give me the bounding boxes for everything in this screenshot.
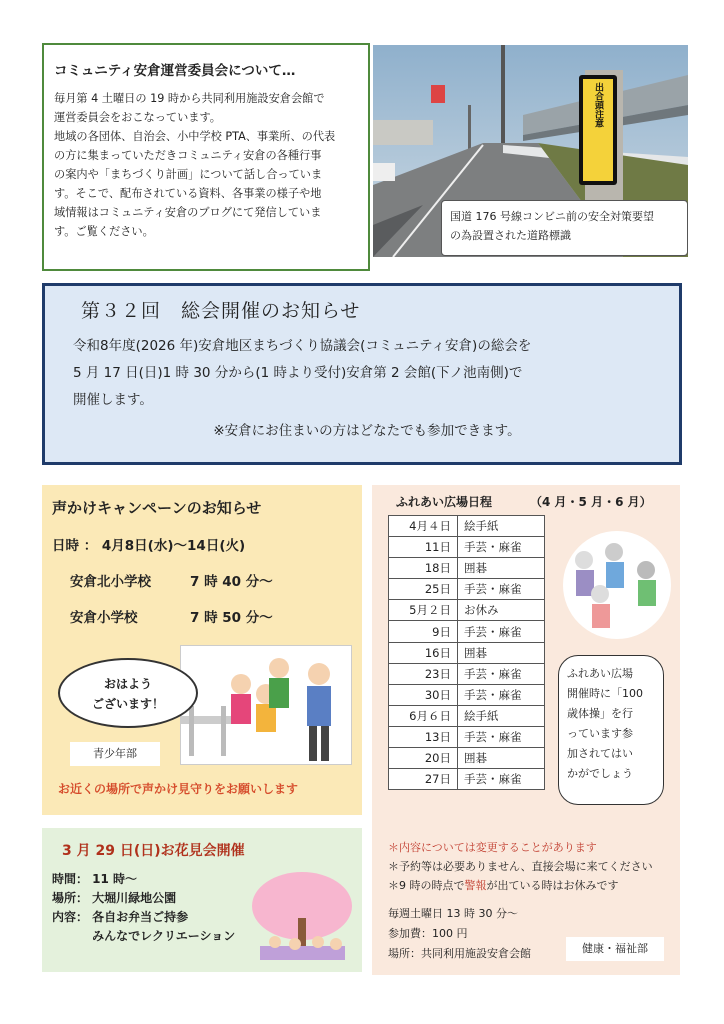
school-time: 7 時 40 分～ (190, 574, 273, 590)
community-title: コミュニティ安倉運営委員会について… (54, 63, 296, 79)
schedule-row (389, 726, 545, 747)
schedule-table (388, 515, 545, 790)
notice-line: 令和8年度(2026 年)安倉地区まちづくり協議会(コミュニティ安倉)の総会を (73, 338, 532, 354)
schedule-activity: 手芸・麻雀 (458, 579, 545, 600)
schedule-row (389, 705, 545, 726)
schedule-row (389, 769, 545, 790)
schedule-row (389, 748, 545, 769)
notice-line: 開催します。 (73, 392, 153, 408)
schedule-activity: 囲碁 (458, 642, 545, 663)
school-row (52, 570, 352, 590)
community-line: の案内や「まちづくり計画」について話し合っていま (54, 168, 323, 181)
school-row (52, 606, 352, 626)
note-line: ＊内容については変更することがあります (388, 841, 597, 854)
bubble-line: かがでしょう (567, 767, 633, 780)
schedule-date: 30日 (389, 684, 458, 705)
exercise-speech-bubble (558, 655, 664, 805)
fureai-title: ふれあい広場日程 (396, 495, 493, 509)
note-line (388, 876, 653, 895)
hanami-title: 3 月 29 日(日)お花見会開催 (62, 843, 245, 859)
schedule-date: 18日 (389, 558, 458, 579)
info-line: 毎週土曜日 13 時 30 分～ (388, 907, 518, 920)
notice-title: 第３２回 総会開催のお知らせ (81, 300, 361, 322)
schedule-activity: 手芸・麻雀 (458, 663, 545, 684)
community-line: の方に集まっていただきコミュニティ安倉の各種行事 (54, 149, 322, 162)
schedule-date: 11日 (389, 537, 458, 558)
notice-body (63, 333, 661, 414)
schedule-row (389, 642, 545, 663)
notice-note: ※安倉にお住まいの方はどなたでも参加できます。 (213, 423, 521, 439)
community-line: 地域の各団体、自治会、小中学校 PTA、事業所、の代表 (54, 130, 336, 143)
schedule-row (389, 663, 545, 684)
schedule-date: 16日 (389, 642, 458, 663)
community-line: す。そこで、配布されている資料、各事業の様子や地 (54, 187, 322, 200)
schedule-row (389, 579, 545, 600)
schedule-date: 5月２日 (389, 600, 458, 621)
schedule-activity: 手芸・麻雀 (458, 769, 545, 790)
bubble-line: ございます！ (91, 697, 164, 711)
campaign-date: 日時 ： 4月8日(水)～14日(火) (52, 538, 246, 554)
schedule-activity: 絵手紙 (458, 516, 545, 537)
exercise-illustration (562, 530, 672, 640)
health-welfare-dept-label: 健康・福祉部 (566, 937, 664, 961)
schedule-date: 23日 (389, 663, 458, 684)
photo-caption (441, 200, 688, 256)
hanami-row: みんなでレクリエーション (52, 929, 236, 943)
info-line: 場所：共同利用施設安倉会館 (388, 947, 531, 960)
schedule-activity: 囲碁 (458, 748, 545, 769)
schedule-row (389, 600, 545, 621)
bubble-line: 歳体操」を行 (567, 707, 633, 720)
notice-line: 5 月 17 日(日)1 時 30 分から(1 時より受付)安倉第 2 会館(下ノ池南側)で (73, 365, 523, 381)
school-name: 安倉小学校 (70, 610, 138, 626)
schedule-activity: お休み (458, 600, 545, 621)
note-line: ＊予約等は必要ありません、直接会場に来てください (388, 860, 653, 873)
schedule-row (389, 684, 545, 705)
schedule-activity: 絵手紙 (458, 705, 545, 726)
community-line: す。ご覧ください。 (54, 225, 154, 238)
hanami-row: 時間： 11 時～ (52, 872, 138, 886)
schedule-date: 6月６日 (389, 705, 458, 726)
children-illustration (180, 645, 352, 765)
schedule-date: 9日 (389, 621, 458, 642)
bubble-line: おはよう (103, 677, 152, 691)
note-text: が出ている時はお休みです (486, 879, 619, 892)
bubble-line: 開催時に「100 (567, 687, 643, 700)
note-text: ＊9 時の時点で (388, 879, 465, 892)
schedule-row (389, 516, 545, 537)
general-meeting-notice (42, 283, 682, 465)
bubble-line: 加されてはい (567, 747, 633, 760)
schedule-activity: 手芸・麻雀 (458, 684, 545, 705)
schedule-activity: 手芸・麻雀 (458, 621, 545, 642)
schedule-date: 27日 (389, 769, 458, 790)
note-warning-word: 警報 (464, 879, 487, 892)
hanami-row: 場所： 大堀川緑地公園 (52, 891, 177, 905)
greeting-speech-bubble (58, 658, 198, 728)
community-line: 運営委員会をおこなっています。 (54, 111, 221, 124)
schedule-date: 13日 (389, 726, 458, 747)
hanami-row: 内容： 各自お弁当ご持参 (52, 910, 189, 924)
fureai-header (382, 493, 670, 510)
schedule-row (389, 537, 545, 558)
school-name: 安倉北小学校 (70, 574, 151, 590)
campaign-title: 声かけキャンペーンのお知らせ (52, 499, 262, 517)
fureai-notes (388, 838, 653, 895)
watch-request: お近くの場所で声かけ見守りをお願いします (58, 782, 299, 796)
caption-line: の為設置された道路標識 (450, 229, 571, 242)
schedule-date: 4月４日 (389, 516, 458, 537)
info-line: 参加費：100 円 (388, 927, 468, 940)
schedule-date: 25日 (389, 579, 458, 600)
schedule-activity: 手芸・麻雀 (458, 537, 545, 558)
community-body (54, 89, 358, 241)
schedule-date: 20日 (389, 748, 458, 769)
fureai-info (388, 904, 531, 964)
community-line: 域情報はコミュニティ安倉のブログにて発信していま (54, 206, 322, 219)
community-committee-box (42, 43, 370, 271)
community-line: 毎月第 4 土曜日の 19 時から共同利用施設安倉会館で (54, 92, 325, 105)
schedule-row (389, 558, 545, 579)
bubble-line: ふれあい広場 (567, 667, 633, 680)
schedule-activity: 手芸・麻雀 (458, 726, 545, 747)
youth-dept-label: 青少年部 (70, 742, 160, 766)
schedule-activity: 囲碁 (458, 558, 545, 579)
sign-text: 出合頭注意 (593, 82, 603, 128)
cherry-blossom-illustration (250, 868, 355, 966)
bubble-line: っています参 (567, 727, 633, 740)
fureai-months: （4 月・5 月・6 月） (530, 495, 652, 509)
caption-line: 国道 176 号線コンビニ前の安全対策要望 (450, 210, 654, 223)
school-time: 7 時 50 分～ (190, 610, 273, 626)
schedule-row (389, 621, 545, 642)
